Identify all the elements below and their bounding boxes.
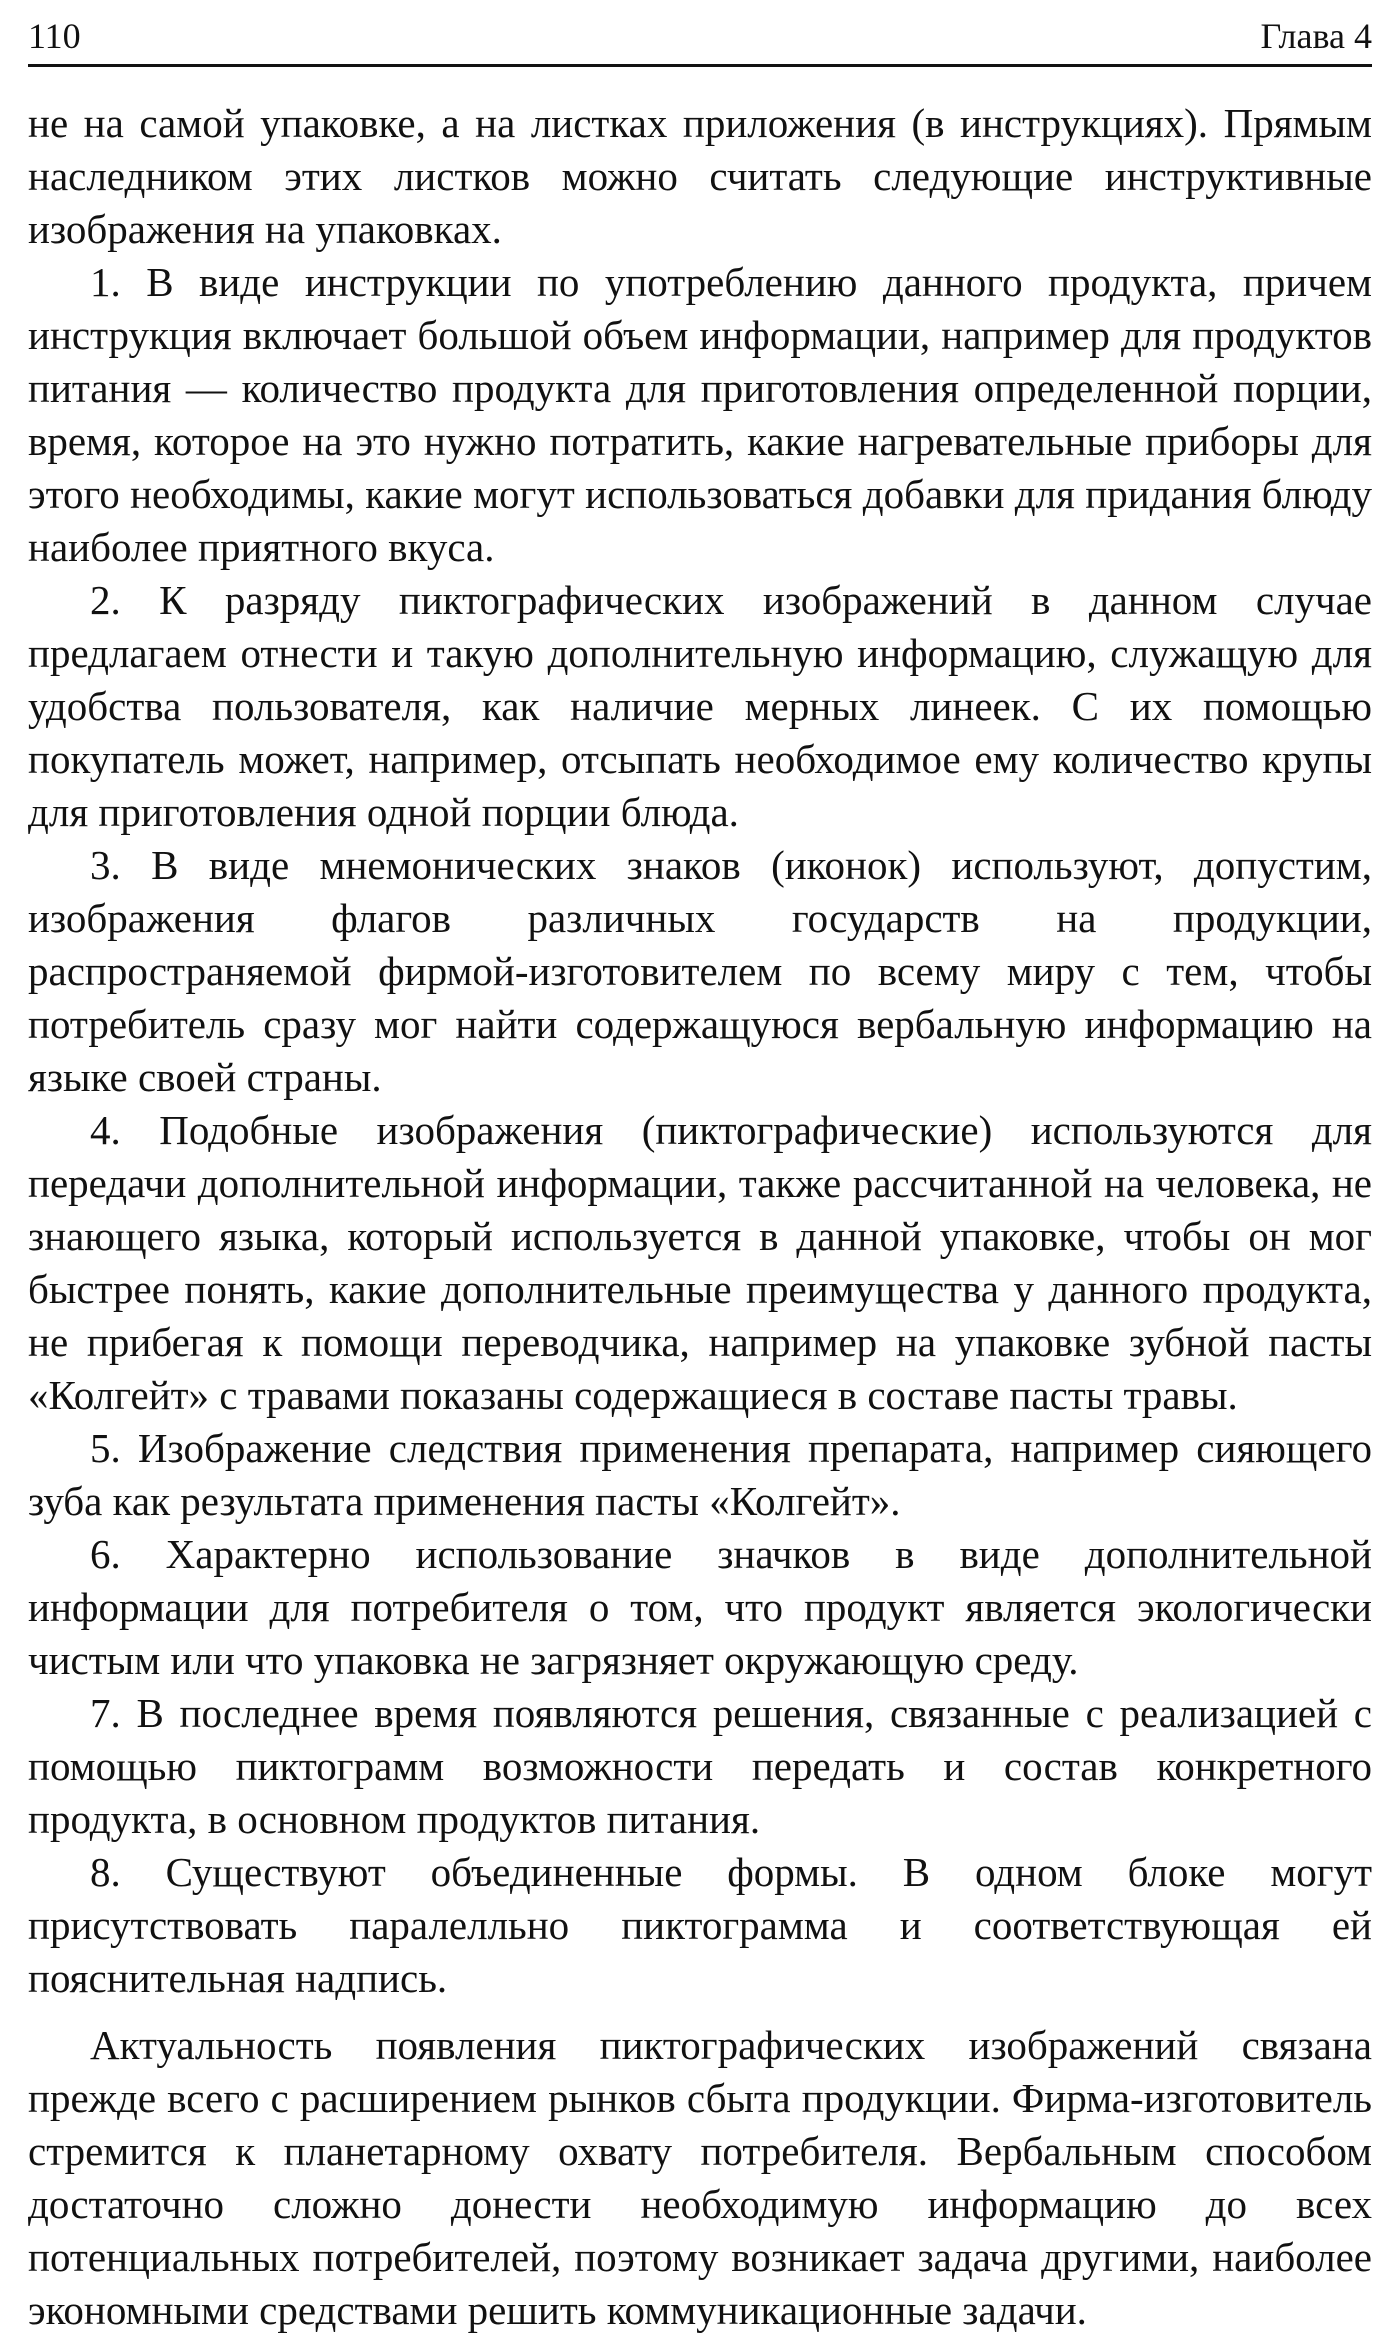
body-text <box>28 97 1372 2337</box>
paragraph-intro: не на самой упаковке, а на листках приложения (в инструкциях). Прямым наследником этих листков можно считать следующие инструктивные изображения на упаковках. <box>28 100 1372 252</box>
list-item-7: 7. В последнее время появляются решения, связанные с реализацией с помощью пиктограмм возможности передать и состав конкретного продукта, в основном продуктов питания. <box>28 1690 1372 1842</box>
chapter-title: Глава 4 <box>1260 16 1372 56</box>
paragraph-conclusion: Актуальность появления пиктографических изображений связана прежде всего с расширением рынков сбыта продукции. Фирма-изготовитель стремится к планетарному охвату потребителя. Вербальным способом достаточно сложно донести необходимую информацию до всех потенциальных потребителей, поэтому возникает задача другими, наиболее экономными средствами решить коммуникационные задачи. <box>28 2022 1372 2333</box>
list-item-6: 6. Характерно использование значков в виде дополнительной информации для потребителя о том, что продукт является экологически чистым или что упаковка не загрязняет окружающую среду. <box>28 1531 1372 1683</box>
list-item-5: 5. Изображение следствия применения препарата, например сияющего зуба как результата применения пасты «Колгейт». <box>28 1425 1372 1524</box>
page-number: 110 <box>28 16 81 56</box>
list-item-2: 2. К разряду пиктографических изображений в данном случае предлагаем отнести и такую дополнительную информацию, служащую для удобства пользователя, как наличие мерных линеек. С их помощью покупатель может, например, отсыпать необходимое ему количество крупы для приготовления одной порции блюда. <box>28 577 1372 835</box>
list-item-3: 3. В виде мнемонических знаков (иконок) используют, допустим, изображения флагов различных государств на продукции, распространяемой фирмой-изготовителем по всему миру с тем, чтобы потребитель сразу мог найти содержащуюся вербальную информацию на языке своей страны. <box>28 842 1372 1100</box>
book-page <box>28 14 1372 2337</box>
running-head <box>28 14 1372 67</box>
list-item-1: 1. В виде инструкции по употреблению данного продукта, причем инструкция включает большой объем информации, например для продуктов питания — количество продукта для приготовления определенной порции, время, которое на это нужно потратить, какие нагревательные приборы для этого необходимы, какие могут использоваться добавки для придания блюду наиболее приятного вкуса. <box>28 259 1372 570</box>
list-item-4: 4. Подобные изображения (пиктографические) используются для передачи дополнительной информации, также рассчитанной на человека, не знающего языка, который используется в данной упаковке, чтобы он мог быстрее понять, какие дополнительные преимущества у данного продукта, не прибегая к помощи переводчика, например на упаковке зубной пасты «Колгейт» с травами показаны содержащиеся в составе пасты травы. <box>28 1107 1372 1418</box>
list-item-8: 8. Существуют объединенные формы. В одном блоке могут присутствовать паралелльно пиктограмма и соответствующая ей пояснительная надпись. <box>28 1849 1372 2001</box>
